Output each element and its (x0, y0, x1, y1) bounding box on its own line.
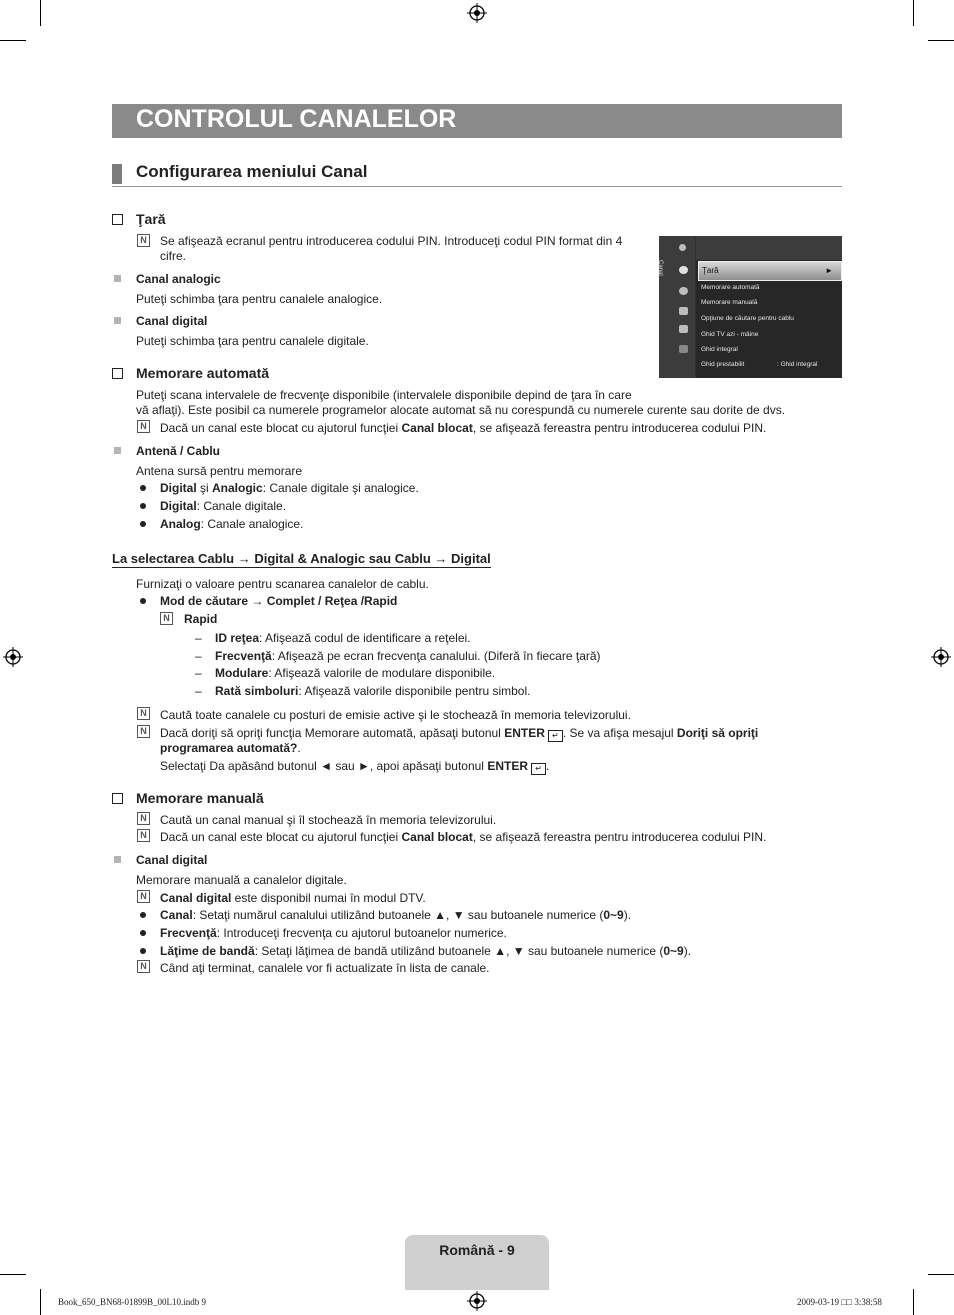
note-text: Se afişează ecranul pentru introducerea codului PIN. Introduceţi codul PIN format din 4 (160, 234, 623, 248)
picture-icon (679, 325, 688, 333)
page-title-bar (112, 104, 842, 138)
note-icon: N (137, 829, 150, 842)
registration-mark-icon (931, 647, 951, 667)
menu-item[interactable]: Opţiune de căutare pentru cablu (701, 315, 794, 322)
note-text: Dacă doriţi să opriţi funcţia Memorare automată, apăsaţi butonul ENTER ↵ . Se va afişa mesajul Doriţi să opriţi (160, 726, 759, 740)
sound-icon (679, 307, 688, 315)
body-text: Antena sursă pentru memorare (136, 464, 303, 478)
list-item: Mod de căutare → Complet / Reţea /Rapid (160, 594, 398, 608)
body-text: Puteţi schimba ţara pentru canalele digitale. (136, 334, 369, 348)
menu-vertical-label: Canal (657, 260, 663, 276)
square-bullet (114, 856, 121, 863)
note-text: Rapid (184, 612, 218, 626)
registration-mark-icon (467, 3, 487, 23)
note-text: Caută toate canalele cu posturi de emisie active şi le stochează în memoria televizorului. (160, 708, 631, 722)
enter-icon: ↵ (531, 763, 546, 775)
checkbox-icon (112, 368, 123, 379)
page-title: CONTROLUL CANALELOR (136, 105, 457, 133)
crop-mark (913, 1289, 914, 1315)
menu-item-selected[interactable] (698, 261, 842, 281)
registration-mark-icon (467, 1291, 487, 1311)
bullet (140, 521, 146, 527)
note-icon: N (137, 420, 150, 433)
menu-item[interactable]: Ghid prestabilit (701, 361, 745, 368)
square-bullet (114, 447, 121, 454)
note-text: Caută un canal manual şi îl stochează în memoria televizorului. (160, 813, 497, 827)
note-icon: N (137, 707, 150, 720)
list-item: ID reţea: Afişează codul de identificare a reţelei. (215, 631, 471, 645)
dash-bullet: – (195, 649, 202, 663)
channel-icon (679, 266, 688, 274)
body-text: Puteţi scana intervalele de frecvenţe disponibile (intervalele disponibile depind de ţara în care (136, 388, 632, 402)
body-text: Puteţi schimba ţara pentru canalele analogice. (136, 292, 383, 306)
enter-icon: ↵ (548, 730, 563, 742)
list-item: Lăţime de bandă: Setaţi lăţimea de bandă utilizând butoanele ▲, ▼ sau butoanele numerice (0~9). (160, 944, 692, 958)
note-text: Dacă un canal este blocat cu ajutorul funcţiei Canal blocat, se afişează fereastra pentru introducerea codului PIN. (160, 830, 767, 844)
crop-mark (928, 1274, 954, 1275)
crop-mark (0, 40, 26, 41)
dash-bullet: – (195, 684, 202, 698)
list-item: Rată simboluri: Afişează valorile disponibile pentru simbol. (215, 684, 531, 698)
body-text: Furnizaţi o valoare pentru scanarea canalelor de cablu. (136, 577, 429, 591)
footer-file: Book_650_BN68-01899B_00L10.indb 9 (58, 1297, 207, 1307)
note-text: Când aţi terminat, canalele vor fi actualizate în lista de canale. (160, 961, 490, 975)
subheading: Canal analogic (136, 272, 221, 286)
heading-memorare-automata: Memorare automată (136, 365, 270, 381)
menu-sidebar (659, 236, 695, 378)
note-icon: N (160, 612, 173, 625)
list-item: Analog: Canale analogice. (160, 517, 304, 531)
list-item: Modulare: Afişează valorile de modulare disponibile. (215, 666, 496, 680)
note-icon: N (137, 960, 150, 973)
section-title: Configurarea meniului Canal (136, 162, 368, 181)
note-icon: N (137, 725, 150, 738)
note-text: Selectaţi Da apăsând butonul ◄ sau ►, apoi apăsaţi butonul ENTER ↵ . (160, 759, 550, 773)
note-icon: N (137, 234, 150, 247)
crop-mark (0, 1274, 26, 1275)
setup-icon (679, 287, 688, 295)
note-text: programarea automată?. (160, 741, 301, 755)
body-text: vă aflaţi). Este posibil ca numerele programelor alocate automat să nu corespundă cu numerele curente sau dorite de dvs. (136, 403, 786, 417)
registration-mark-icon (3, 647, 23, 667)
input-icon (679, 244, 686, 251)
bullet (140, 948, 146, 954)
crop-mark (928, 40, 954, 41)
note-icon: N (137, 890, 150, 903)
page-number: Română - 9 (439, 1242, 515, 1258)
arrow-right-icon: ► (825, 266, 833, 275)
heading-memorare-manuala: Memorare manuală (136, 790, 264, 806)
section-heading (112, 162, 842, 187)
crop-mark (40, 1289, 41, 1315)
bullet (140, 912, 146, 918)
crop-mark (40, 0, 41, 26)
dash-bullet: – (195, 666, 202, 680)
cable-heading: La selectarea Cablu → Digital & Analogic sau Cablu → Digital (112, 551, 491, 566)
note-text: cifre. (160, 249, 187, 263)
note-text: Dacă un canal este blocat cu ajutorul funcţiei Canal blocat, se afişează fereastra pentru introducerea codului PIN. (160, 421, 767, 435)
channel-menu-screenshot (659, 236, 842, 378)
crop-mark (913, 0, 914, 26)
list-item: Frecvenţă: Introduceţi frecvenţa cu ajutorul butoanelor numerice. (160, 926, 507, 940)
note-text: Canal digital este disponibil numai în modul DTV. (160, 891, 426, 905)
menu-item[interactable]: Ghid integral (701, 346, 738, 353)
heading-tara: Ţară (136, 211, 166, 227)
menu-item[interactable]: Memorare automată (701, 284, 760, 291)
square-bullet (114, 275, 121, 282)
bullet (140, 503, 146, 509)
list-item: Digital şi Analogic: Canale digitale şi analogice. (160, 481, 419, 495)
page-number-tab (405, 1235, 549, 1290)
checkbox-icon (112, 793, 123, 804)
note-icon: N (137, 812, 150, 825)
footer-date: 2009-03-19 □□ 3:38:58 (797, 1297, 882, 1307)
dash-bullet: – (195, 631, 202, 645)
bullet (140, 485, 146, 491)
bullet (140, 598, 146, 604)
menu-item-tara: Ţară (702, 266, 719, 275)
support-icon (679, 345, 688, 353)
menu-header (696, 236, 842, 260)
menu-item[interactable]: Ghid TV azi - mâine (701, 331, 759, 338)
square-bullet (114, 317, 121, 324)
menu-item[interactable]: Memorare manuală (701, 299, 758, 306)
menu-item-value: : Ghid integral (777, 361, 818, 368)
body-text: Memorare manuală a canalelor digitale. (136, 873, 347, 887)
subheading: Antenă / Cablu (136, 444, 221, 458)
subheading: Canal digital (136, 314, 208, 328)
checkbox-icon (112, 214, 123, 225)
list-item: Canal: Setaţi numărul canalului utilizând butoanele ▲, ▼ sau butoanele numerice (0~9). (160, 908, 632, 922)
list-item: Digital: Canale digitale. (160, 499, 287, 513)
subheading: Canal digital (136, 853, 208, 867)
list-item: Frecvenţă: Afişează pe ecran frecvenţa canalului. (Diferă în fiecare ţară) (215, 649, 601, 663)
bullet (140, 930, 146, 936)
section-marker (112, 164, 122, 184)
